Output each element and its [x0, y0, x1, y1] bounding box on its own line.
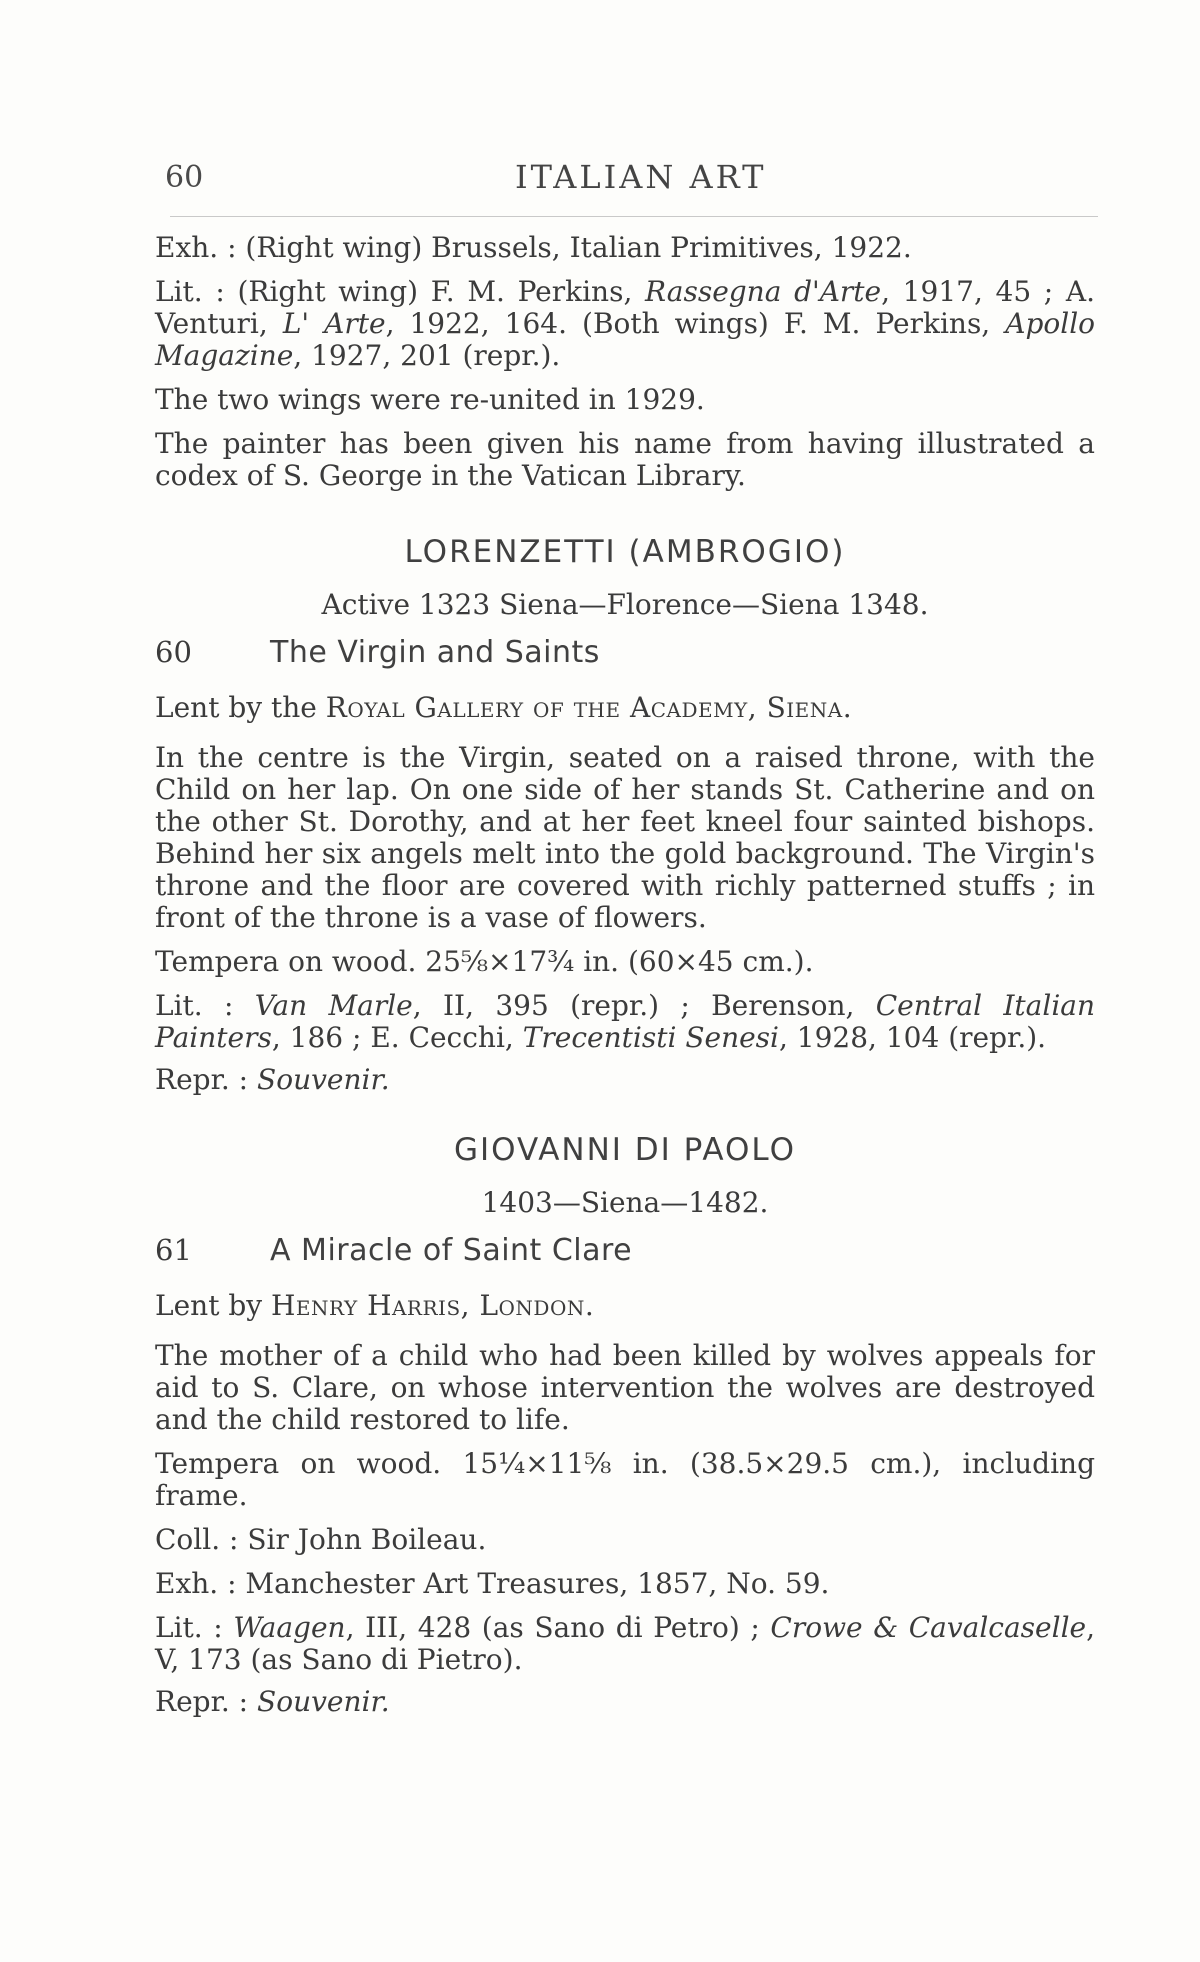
- entry-reproduction: Repr. : Souvenir.: [155, 1063, 390, 1096]
- entry-literature: Lit. : Waagen, III, 428 (as Sano di Petro) ; Crowe & Cavalcaselle, V, 173 (as Sano di Pietro).: [155, 1611, 1096, 1676]
- prev-exhibition: Exh. : (Right wing) Brussels, Italian Primitives, 1922.: [155, 231, 912, 264]
- entry-heading-60: [155, 635, 1095, 670]
- artist-heading-lorenzetti: LORENZETTI (AMBROGIO): [404, 534, 846, 570]
- entry-medium: Tempera on wood. 15¼×11⅝ in. (38.5×29.5 cm.), including frame.: [155, 1447, 1095, 1512]
- prev-literature: Lit. : (Right wing) F. M. Perkins, Rassegna d'Arte, 1917, 45 ; A. Venturi, L' Arte, 1922, 164. (Both wings) F. M. Perkins, Apollo Magazine, 1927, 201 (repr.).: [155, 275, 1096, 372]
- entry-literature: Lit. : Van Marle, II, 395 (repr.) ; Berenson, Central Italian Painters, 186 ; E. Cecchi, Trecentisti Senesi, 1928, 104 (repr.).: [155, 989, 1096, 1054]
- artist-dates-giovanni: 1403—Siena—1482.: [481, 1186, 769, 1219]
- entry-number: 60: [155, 635, 192, 669]
- page-header: [165, 150, 1095, 200]
- page-number: 60: [165, 160, 204, 195]
- entry-title: A Miracle of Saint Clare: [270, 1233, 633, 1268]
- entry-medium: Tempera on wood. 25⅝×17¾ in. (60×45 cm.).: [155, 945, 814, 978]
- prev-note-reunited: The two wings were re-united in 1929.: [155, 383, 705, 416]
- page-content: [155, 232, 1095, 1730]
- entry-exhibition: Exh. : Manchester Art Treasures, 1857, No. 59.: [155, 1567, 830, 1600]
- lender-line: Lent by Henry Harris, London.: [155, 1289, 595, 1322]
- artist-dates-lorenzetti: Active 1323 Siena—Florence—Siena 1348.: [321, 588, 929, 621]
- entry-collection: Coll. : Sir John Boileau.: [155, 1523, 487, 1556]
- entry-reproduction: Repr. : Souvenir.: [155, 1685, 390, 1718]
- running-title: ITALIAN ART: [515, 158, 767, 196]
- prev-note-painter: The painter has been given his name from having illustrated a codex of S. George in the Vatican Library.: [155, 427, 1095, 492]
- header-rule: [170, 216, 1098, 217]
- entry-number: 61: [155, 1233, 192, 1267]
- entry-title: The Virgin and Saints: [270, 635, 600, 670]
- entry-description: In the centre is the Virgin, seated on a raised throne, with the Child on her lap. On one side of her stands St. Catherine and on the other St. Dorothy, and at her feet kneel four sainted bishops. Behind her six angels melt into the gold background. The Virgin's throne and the floor are covered with richly patterned stuffs ; in front of the throne is a vase of flowers.: [155, 741, 1095, 934]
- artist-heading-giovanni: GIOVANNI DI PAOLO: [453, 1132, 797, 1168]
- entry-description: The mother of a child who had been killed by wolves appeals for aid to S. Clare, on whose intervention the wolves are destroyed and the child restored to life.: [155, 1339, 1095, 1436]
- entry-heading-61: [155, 1233, 1095, 1268]
- lender-line: Lent by the Royal Gallery of the Academy, Siena.: [155, 691, 853, 724]
